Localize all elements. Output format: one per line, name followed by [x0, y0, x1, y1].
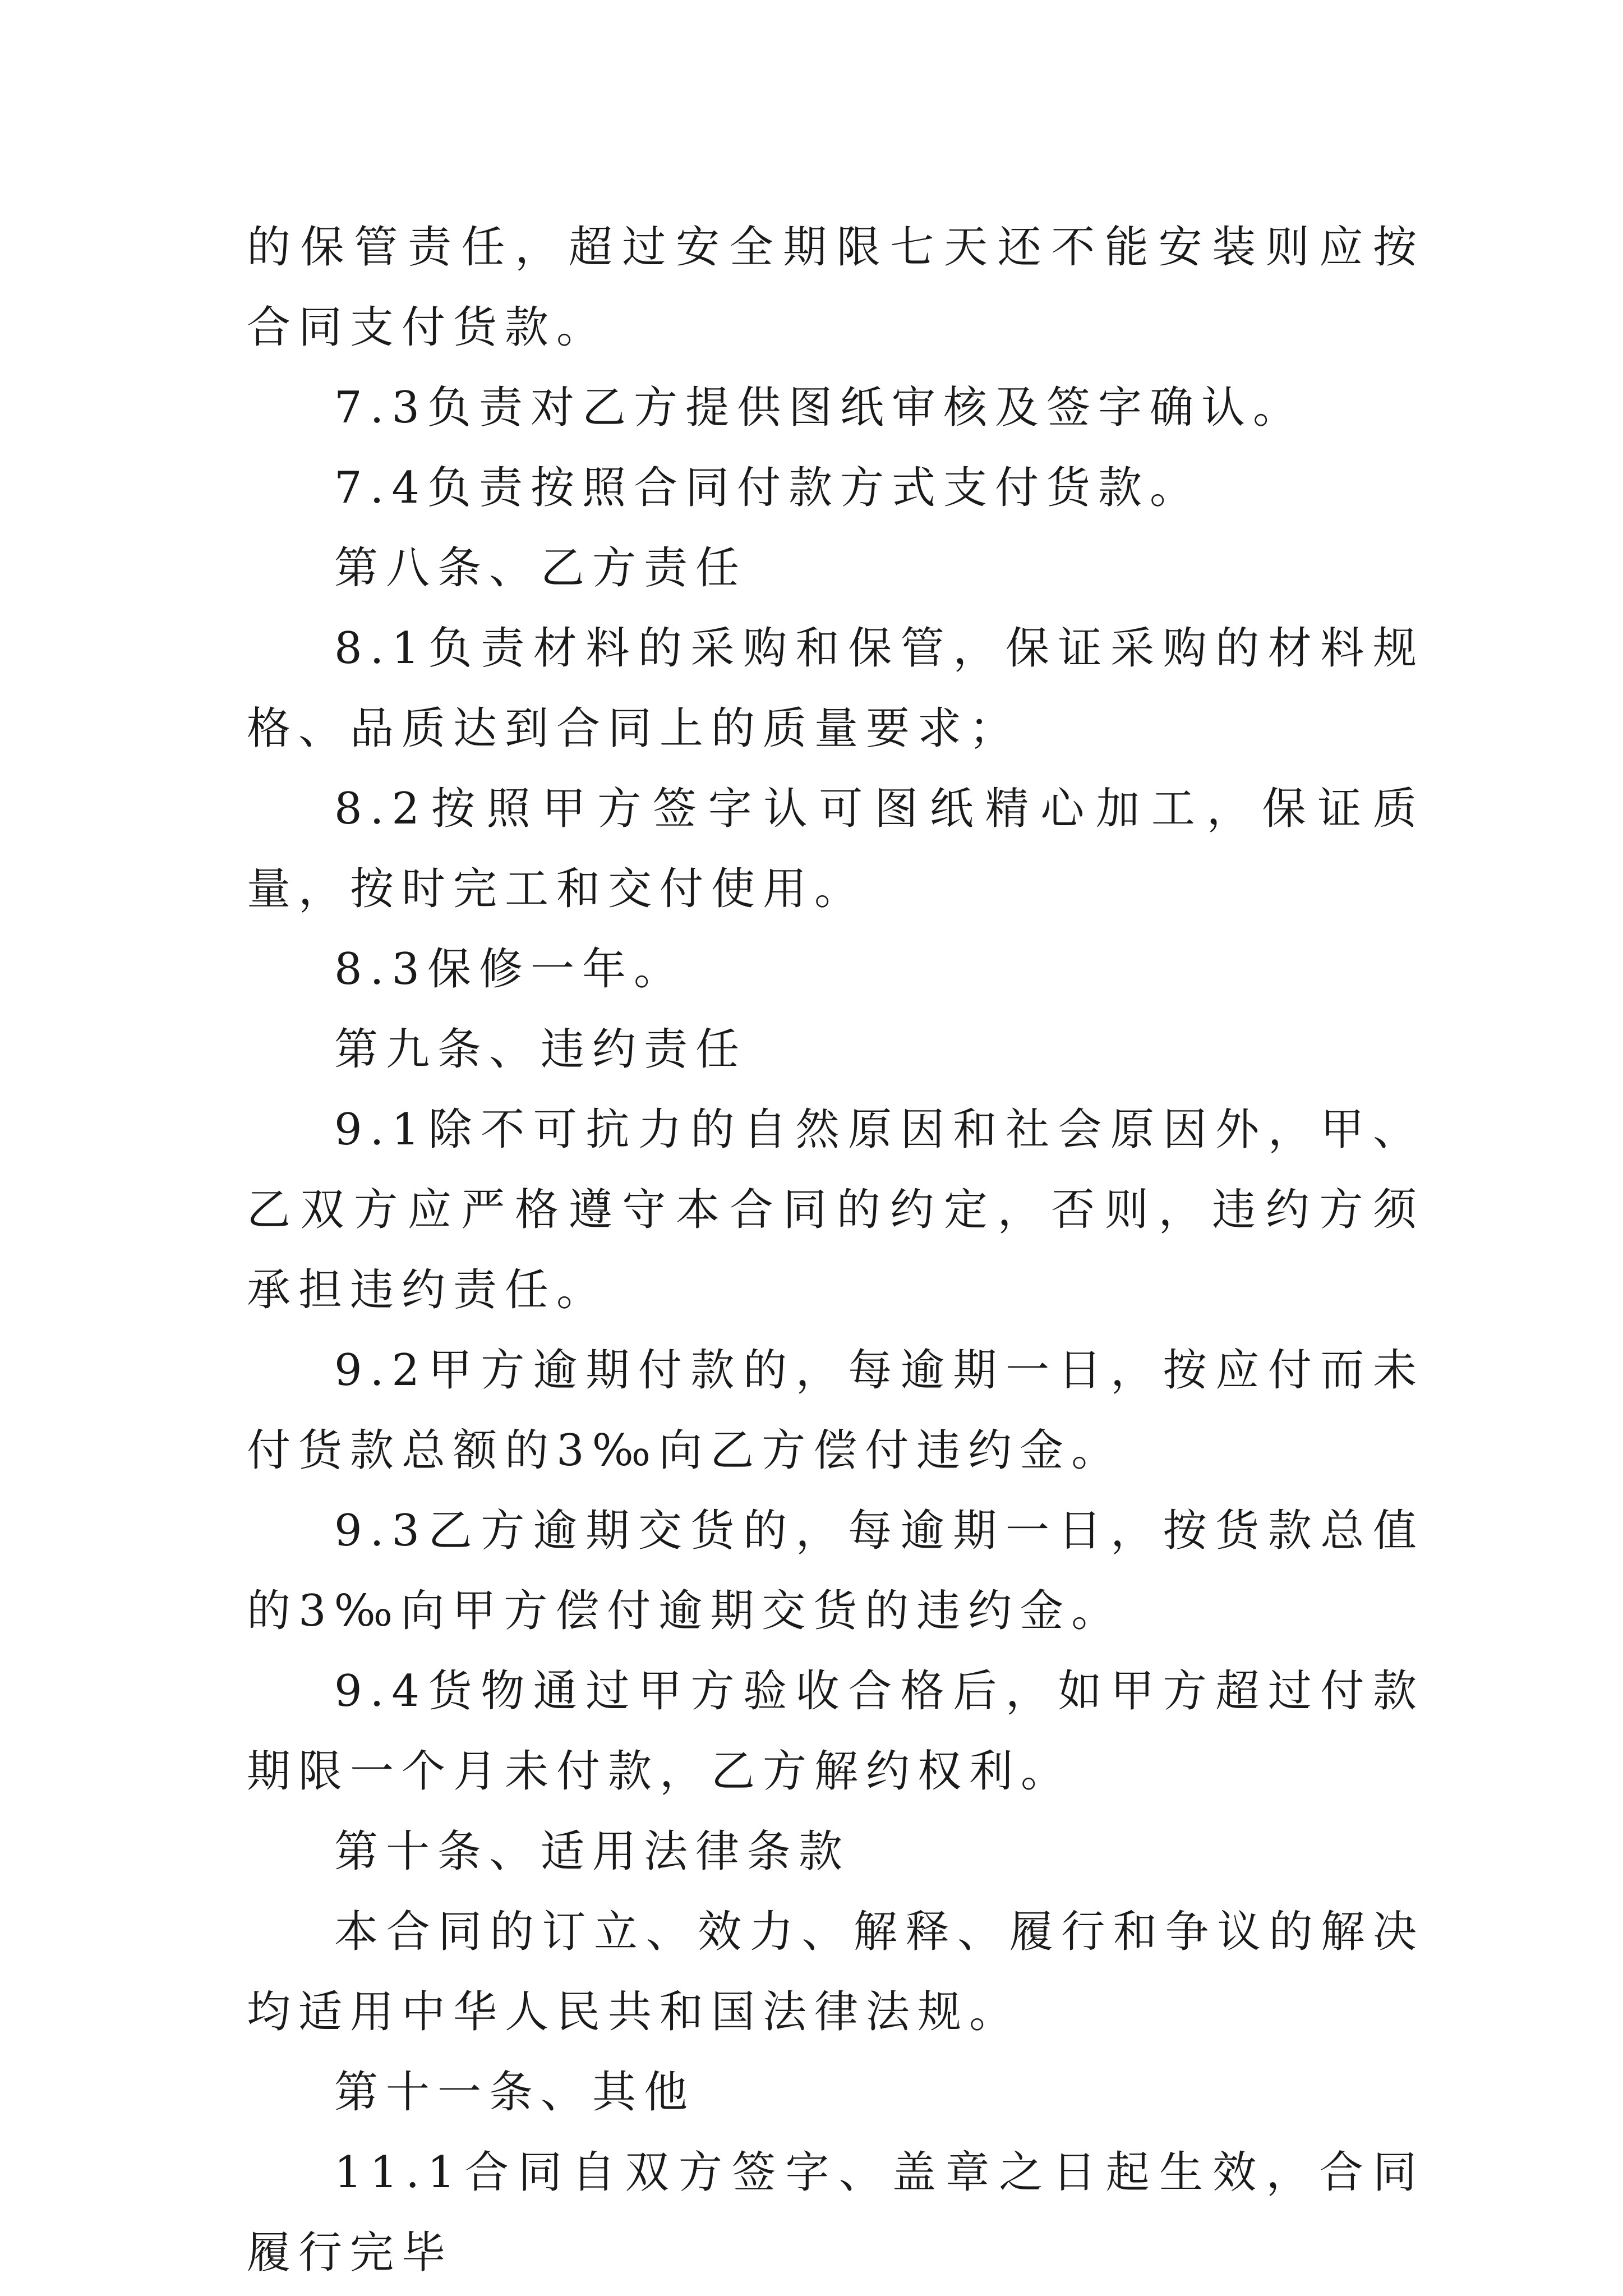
article-10-body: 本合同的订立、效力、解释、履行和争议的解决均适用中华人民共和国法律法规。: [247, 1907, 1424, 2037]
contract-body: [247, 208, 1424, 2293]
article-8-heading: 第八条、乙方责任: [334, 543, 748, 593]
article-9-heading: 第九条、违约责任: [334, 1024, 748, 1075]
clause-9-3: 9.3乙方逾期交货的，每逾期一日，按货款总值的3‰向甲方偿付逾期交货的违约金。: [247, 1506, 1424, 1636]
article-10-heading: 第十条、适用法律条款: [334, 1826, 851, 1877]
clause-9-4: 9.4货物通过甲方验收合格后，如甲方超过付款期限一个月未付款，乙方解约权利。: [247, 1666, 1424, 1797]
clause-9-2: 9.2甲方逾期付款的，每逾期一日，按应付而未付货款总额的3‰向乙方偿付违约金。: [247, 1345, 1424, 1476]
clause-8-2: 8.2按照甲方签字认可图纸精心加工，保证质量，按时完工和交付使用。: [247, 784, 1424, 914]
article-11-heading: 第十一条、其他: [334, 2067, 696, 2118]
clause-9-1: 9.1除不可抗力的自然原因和社会原因外，甲、乙双方应严格遵守本合同的约定，否则，违约方须承担违约责任。: [247, 1105, 1424, 1315]
clause-11-1: 11.1合同自双方签字、盖章之日起生效，合同履行完毕: [247, 2147, 1424, 2278]
clause-8-1: 8.1负责材料的采购和保管，保证采购的材料规格、品质达到合同上的质量要求；: [247, 623, 1424, 754]
clause-7-3: 7.3负责对乙方提供图纸审核及签字确认。: [334, 383, 1305, 433]
paragraph-continuation: 的保管责任，超过安全期限七天还不能安装则应按合同支付货款。: [247, 222, 1424, 353]
clause-7-4: 7.4负责按照合同付款方式支付货款。: [334, 463, 1202, 513]
clause-8-3: 8.3保修一年。: [334, 944, 686, 995]
